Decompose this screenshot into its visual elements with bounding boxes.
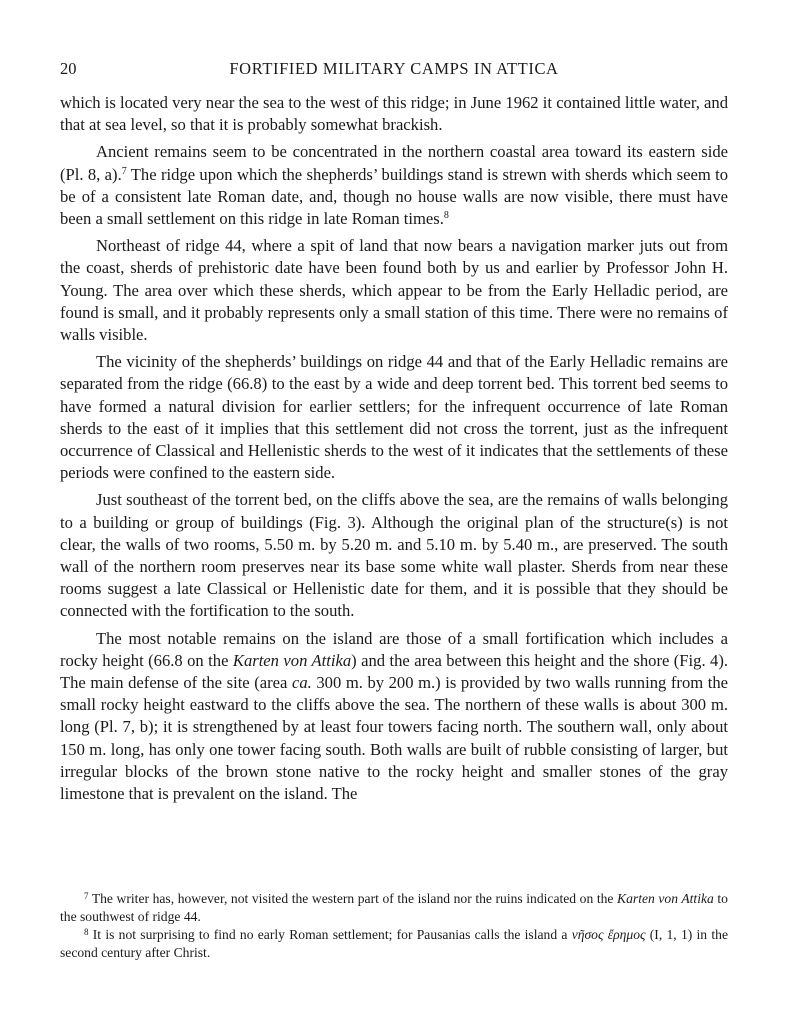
paragraph-2-text-b: The ridge upon which the shepherds’ buildings stand is strewn with sherds which seem to be of a consistent late Roman date, and, though no house walls are now visible, there must have been a small settlement on this ridge in late Roman times. [60,164,728,229]
paragraph-3-text: Northeast of ridge 44, where a spit of land that now bears a navigation marker juts out from the coast, sherds of prehistoric date have been found both by us and earlier by Professor John H. Young. The area over which these sherds, which appear to be from the Early Helladic period, are found is small, and it probably represents only a small station of this time. There were no remains of walls visible. [60,236,728,345]
paragraph-4-text: The vicinity of the shepherds’ buildings on ridge 44 and that of the Early Helladic remains are separated from the ridge (66.8) to the east by a wide and deep torrent bed. This torrent bed seems to have formed a natural division for earlier settlers; for the infrequent occurrence of late Roman sherds to the east of it implies that this settlement did not cross the torrent, just as the infrequent occurrence of Classical and Hellenistic sherds to the west of it indicates that the settlements of these periods were confined to the eastern side. [60,352,728,483]
footnote-7-italic-title: Karten von Attika [617,891,714,906]
paragraph-5 [60,489,728,622]
footnote-7-number: 7 [84,891,89,901]
paragraph-5-text: Just southeast of the torrent bed, on the cliffs above the sea, are the remains of walls belonging to a building or group of buildings (Fig. 3). Although the original plan of the structure(s) is not clear, the walls of two rooms, 5.50 m. by 5.20 m. and 5.10 m. by 5.40 m., are preserved. The south wall of the northern room preserves near its base some white wall plaster. Sherds from near these rooms suggest a late Classical or Hellenistic date for them, and it is possible that they should be connected with the fortification to the south. [60,490,728,621]
footnote-ref-7[interactable]: 7 [121,165,127,177]
footnote-8-text-b: (I, 1, 1) in the second century after Christ. [60,927,728,960]
footnote-8-number: 8 [84,927,89,938]
footnote-7 [60,890,728,925]
paragraph-2-text-a: Ancient remains seem to be concentrated in the northern coastal area toward its eastern side (Pl. 8, a). [60,142,728,184]
footnote-8-text-a: It is not surprising to find no early Roman settlement; for Pausanias calls the island a [88,927,572,943]
main-text [60,92,728,810]
paragraph-2 [60,141,728,230]
page-number: 20 [60,59,77,78]
paragraph-1 [60,92,728,136]
paragraph-6-italic-ca: ca. [291,673,312,693]
paragraph-6 [60,628,728,806]
paragraph-6-text-c: 300 m. by 200 m.) is provided by two walls running from the small rocky height eastward to the cliffs above the sea. The northern of these walls is about 300 m. long (Pl. 7, b); it is strengthened by at least four towers facing north. The southern wall, only about 150 m. long, has only one tower facing south. Both walls are built of rubble consisting of larger, but irregular blocks of the brown stone native to the rocky height and smaller stones of the gray limestone that is prevalent on the island. The [60,673,728,804]
footnote-7-text-b: to the southwest of ridge 44. [60,891,728,924]
running-header [60,58,728,80]
paragraph-3 [60,235,728,346]
paragraph-1-text: which is located very near the sea to the west of this ridge; in June 1962 it contained little water, and that at sea level, so that it is probably somewhat brackish. [60,93,728,135]
footnotes [60,890,728,962]
footnote-8-greek: νῆσος ἔρημος [571,927,646,943]
running-title: FORTIFIED MILITARY CAMPS IN ATTICA [229,59,559,78]
footnote-7-text-a: The writer has, however, not visited the western part of the island nor the ruins indicated on the [88,891,618,906]
paragraph-6-italic-title: Karten von Attika [232,650,352,670]
paragraph-4 [60,351,728,484]
footnote-ref-8[interactable]: 8 [443,210,449,222]
paragraph-6-text-b: ) and the area between this height and the shore (Fig. 4). The main defense of the site (area [60,650,729,693]
paragraph-6-text-a: The most notable remains on the island are those of a small fortification which includes a rocky height (66.8 on the [60,628,728,670]
footnote-8 [60,926,728,961]
